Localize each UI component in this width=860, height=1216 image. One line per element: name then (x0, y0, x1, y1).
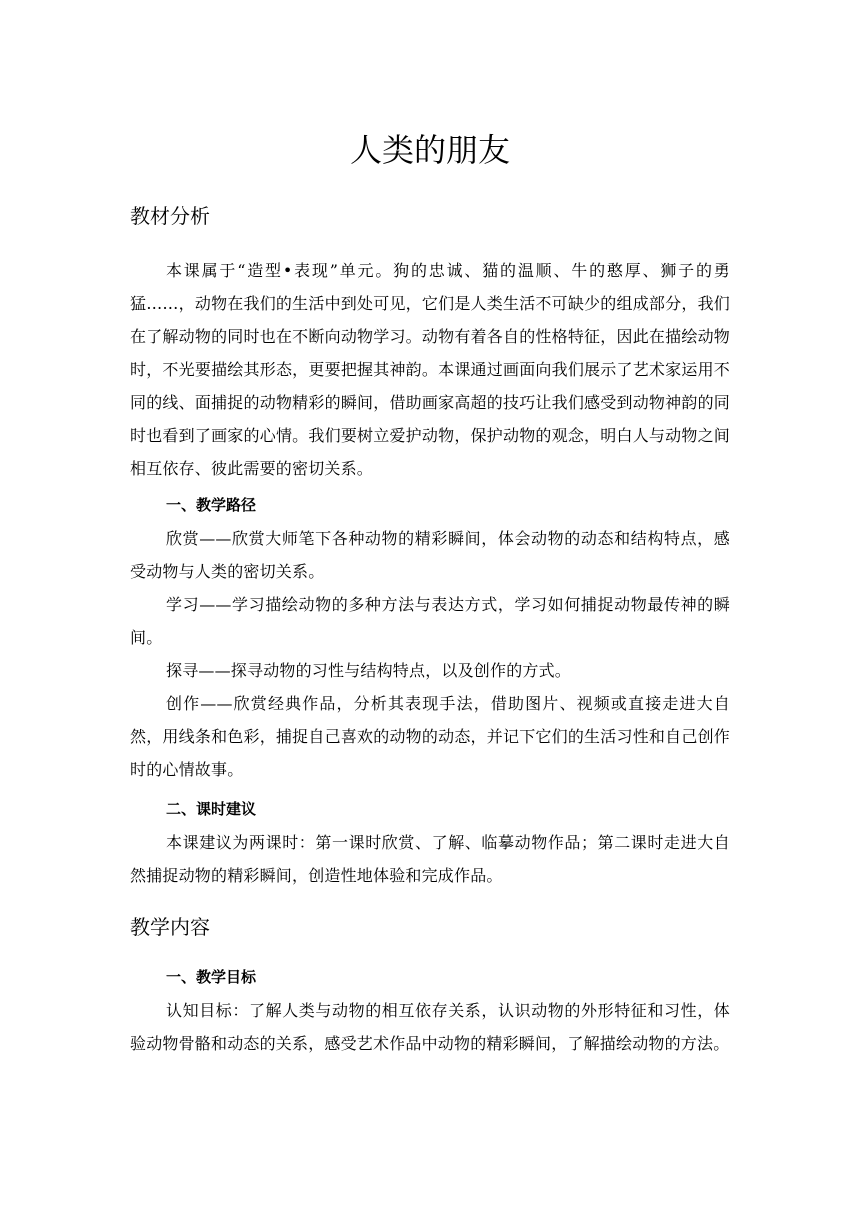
subheading-teaching-goals: 一、教学目标 (166, 968, 257, 986)
paragraph-cognitive-goal: 认知目标：了解人类与动物的相互依存关系，认识动物的外形特征和习性，体验动物骨骼和动态的关系，感受艺术作品中动物的精彩瞬间，了解描绘动物的方法。 (130, 1001, 730, 1053)
subheading-lesson-schedule: 二、课时建议 (166, 800, 257, 818)
subheading-teaching-path: 一、教学路径 (166, 496, 257, 514)
document-title: 人类的朋友 (349, 131, 510, 169)
paragraph-create: 创作——欣赏经典作品，分析其表现手法，借助图片、视频或直接走进大自然，用线条和色彩，捕捉自己喜欢的动物的动态，并记下它们的生活习性和自己创作时的心情故事。 (130, 694, 730, 779)
section-heading-textbook-analysis: 教材分析 (130, 204, 210, 228)
section-heading-teaching-content: 教学内容 (130, 915, 210, 939)
paragraph-explore: 探寻——探寻动物的习性与结构特点，以及创作的方式。 (166, 661, 572, 680)
intro-paragraph: 本课属于“造型•表现”单元。狗的忠诚、猫的温顺、牛的憨厚、狮子的勇猛……，动物在我们的生活中到处可见，它们是人类生活不可缺少的组成部分，我们在了解动物的同时也在不断向动物学习。动物有着各自的性格特征，因此在描绘动物时，不光要描绘其形态，更要把握其神韵。本课通过画面向我们展示了艺术家运用不同的线、面捕捉的动物精彩的瞬间，借助画家高超的技巧让我们感受到动物神韵的同时也看到了画家的心情。我们要树立爱护动物，保护动物的观念，明白人与动物之间相互依存、彼此需要的密切关系。 (130, 261, 730, 478)
paragraph-learn: 学习——学习描绘动物的多种方法与表达方式，学习如何捕捉动物最传神的瞬间。 (130, 595, 730, 647)
paragraph-schedule: 本课建议为两课时：第一课时欣赏、了解、临摹动物作品；第二课时走进大自然捕捉动物的精彩瞬间，创造性地体验和完成作品。 (130, 833, 730, 885)
paragraph-appreciate: 欣赏——欣赏大师笔下各种动物的精彩瞬间，体会动物的动态和结构特点，感受动物与人类的密切关系。 (130, 529, 730, 581)
